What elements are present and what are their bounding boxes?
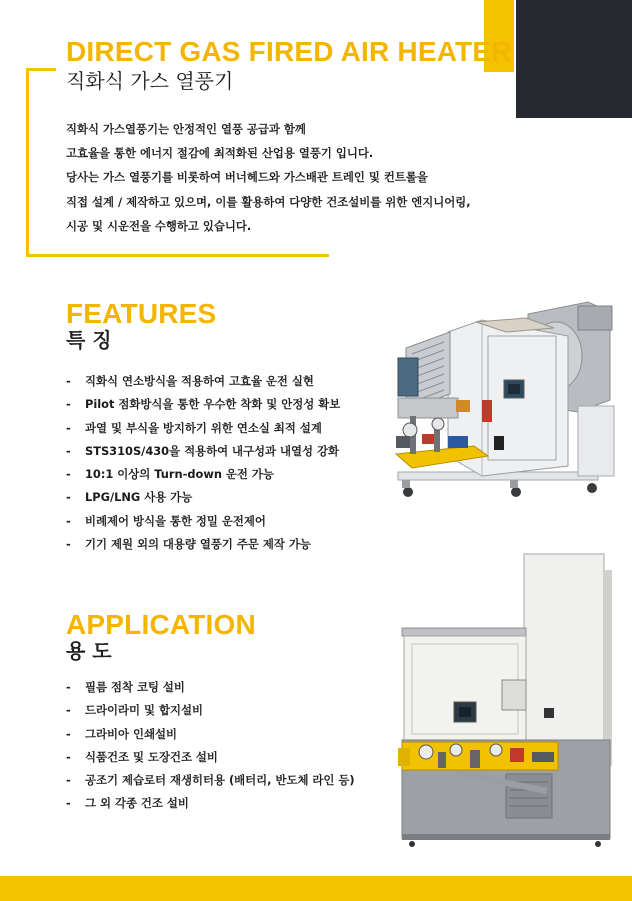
features-title-ko: 특 징 [66, 328, 112, 352]
intro-paragraph [66, 117, 566, 238]
list-item-text: 비례제어 방식을 통한 정밀 운전제어 [85, 513, 266, 528]
page-title-ko: 직화식 가스 열풍기 [66, 69, 234, 93]
features-list [66, 370, 340, 556]
application-title-en: APPLICATION [66, 609, 256, 640]
list-item-text: 직화식 연소방식을 적용하여 고효율 운전 실현 [85, 374, 314, 388]
list-item-text: 과열 및 부식을 방지하기 위한 연소실 최적 설계 [85, 420, 322, 435]
list-item-text: 그라비아 인쇄설비 [85, 726, 177, 741]
list-item-text: 기기 제원 외의 대용량 열풍기 주문 제작 가능 [85, 537, 311, 552]
list-item [66, 533, 340, 556]
intro-line: 당사는 가스 열풍기를 비롯하여 버너헤드와 가스배관 트레인 및 컨트롤을 [66, 170, 428, 185]
bullet-dash: - [66, 796, 71, 811]
intro-bracket-left [26, 68, 29, 257]
list-item [66, 370, 340, 393]
bullet-dash: - [66, 749, 71, 764]
bullet-dash: - [66, 773, 71, 788]
heater-unit-product-image [398, 552, 618, 848]
list-item [66, 746, 355, 769]
list-item [66, 699, 355, 722]
bullet-dash: - [66, 726, 71, 741]
bullet-dash: - [66, 397, 71, 412]
application-list [66, 676, 355, 816]
list-item-text: STS310S/430을 적용하여 내구성과 내열성 강화 [85, 443, 340, 458]
list-item [66, 417, 340, 440]
list-item [66, 486, 340, 509]
bullet-dash: - [66, 374, 71, 388]
intro-line: 직접 설계 / 제작하고 있으며, 이를 활용하여 다양한 건조설비를 위한 엔지니어링, [66, 194, 471, 209]
list-item-text: 10:1 이상의 Turn-down 운전 가능 [85, 467, 274, 482]
features-title-en: FEATURES [66, 298, 217, 329]
list-item [66, 792, 355, 815]
list-item-text: 드라이라미 및 합지설비 [85, 703, 203, 718]
intro-bracket-top [26, 68, 56, 71]
intro-line: 고효율을 통한 에너지 절감에 최적화된 산업용 열풍기 입니다. [66, 146, 374, 161]
air-heater-product-image [378, 296, 618, 506]
list-item [66, 393, 340, 416]
bullet-dash: - [66, 420, 71, 435]
list-item-text: 필름 점착 코팅 설비 [85, 680, 185, 694]
bullet-dash: - [66, 443, 71, 458]
bullet-dash: - [66, 490, 71, 505]
application-title-ko: 용 도 [66, 639, 112, 663]
list-item-text: LPG/LNG 사용 가능 [85, 490, 193, 505]
list-item-text: 공조기 제습로터 재생히터용 (배터리, 반도체 라인 등) [85, 773, 355, 788]
list-item-text: 그 외 각종 건조 설비 [85, 796, 189, 811]
list-item [66, 676, 355, 699]
intro-line: 직화식 가스열풍기는 안정적인 열풍 공급과 함께 [66, 122, 306, 136]
list-item-text: 식품건조 및 도장건조 설비 [85, 749, 218, 764]
bottom-accent-bar [0, 876, 632, 901]
bullet-dash: - [66, 467, 71, 482]
page-title-en: DIRECT GAS FIRED AIR HEATER [66, 36, 512, 67]
list-item [66, 723, 355, 746]
intro-line: 시공 및 시운전을 수행하고 있습니다. [66, 218, 252, 233]
list-item [66, 463, 340, 486]
top-accent-dark-block [516, 0, 632, 118]
list-item-text: Pilot 점화방식을 통한 우수한 착화 및 안정성 확보 [85, 397, 341, 412]
list-item [66, 769, 355, 792]
list-item [66, 510, 340, 533]
list-item [66, 440, 340, 463]
bullet-dash: - [66, 513, 71, 528]
bullet-dash: - [66, 537, 71, 552]
intro-bracket-bottom [26, 254, 329, 257]
bullet-dash: - [66, 680, 71, 694]
bullet-dash: - [66, 703, 71, 718]
